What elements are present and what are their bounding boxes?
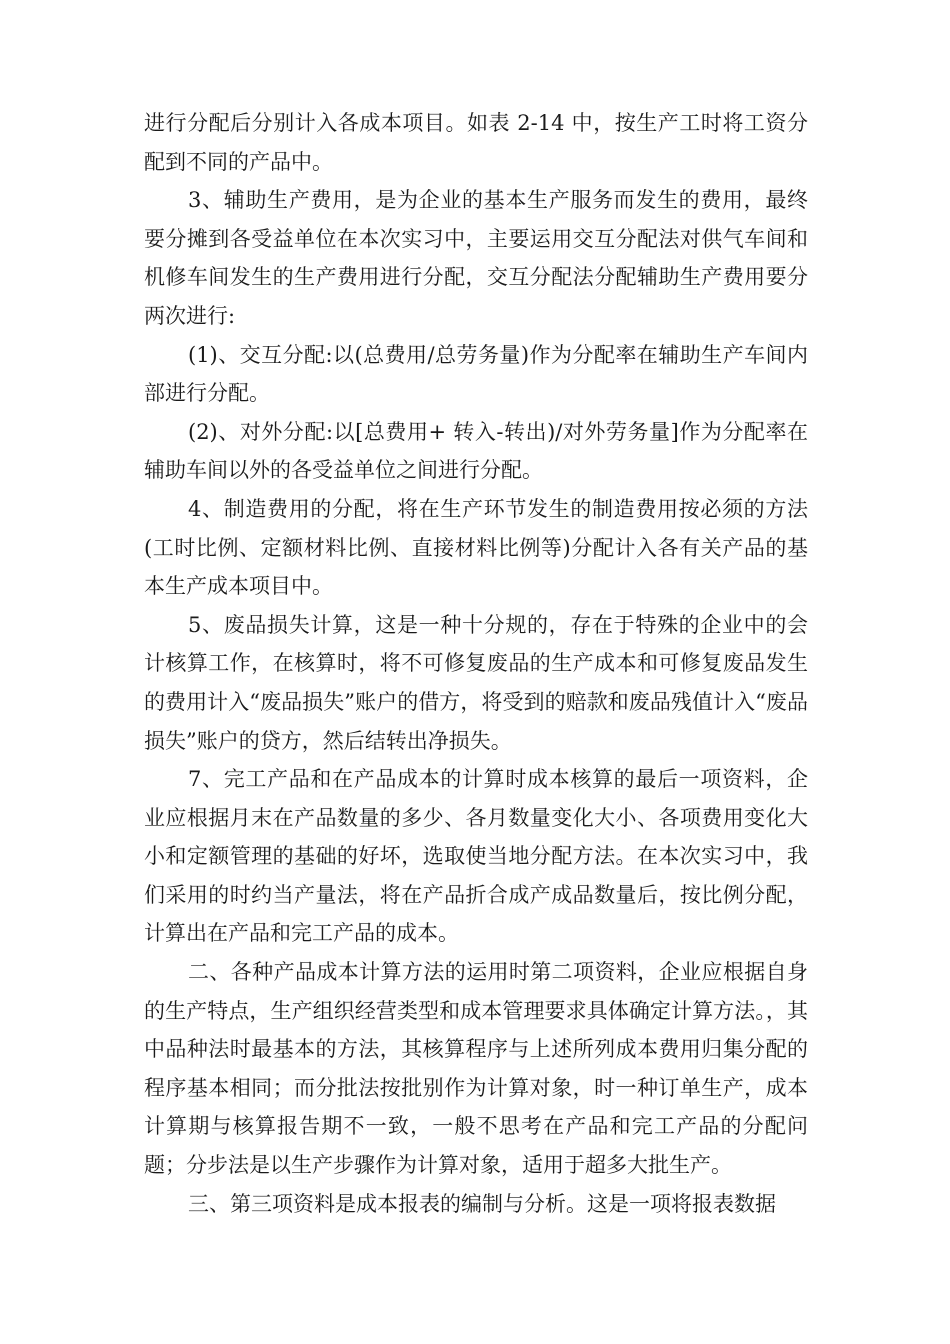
paragraph-cost-reports: 三、第三项资料是成本报表的编制与分析。这是一项将报表数据 (188, 1191, 776, 1216)
paragraph-finished-products: 7、完工产品和在产品成本的计算时成本核算的最后一项资料，企业应根据月末在产品数量的多少、各月数量变化大小、各项费用变化大小和定额管理的基础的好坏，选取使当地分配方法。在本次实习中，我们采用的时约当产量法，将在产品折合成产成品数量后，按比例分配，计算出在产品和完工产品的成本。 (144, 767, 808, 946)
document-page (144, 104, 808, 1223)
paragraph-external-allocation: (2)、对外分配:以[总费用+ 转入-转出)/对外劳务量]作为分配率在辅助车间以外的各受益单位之间进行分配。 (144, 419, 808, 483)
paragraph-costing-methods: 二、各种产品成本计算方法的运用时第二项资料，企业应根据自身的生产特点，生产组织经营类型和成本管理要求具体确定计算方法。，其中品种法时最基本的方法，其核算程序与上述所列成本费用归集分配的程序基本相同；而分批法按批别作为计算对象，时一种订单生产，成本计算期与核算报告期不一致，一般不思考在产品和完工产品的分配问题；分步法是以生产步骤作为计算对象，适用于超多大批生产。 (144, 960, 808, 1178)
paragraph-auxiliary-costs: 3、辅助生产费用，是为企业的基本生产服务而发生的费用，最终要分摊到各受益单位在本次实习中，主要运用交互分配法对供气车间和机修车间发生的生产费用进行分配，交互分配法分配辅助生产费用要分两次进行: (144, 188, 808, 328)
paragraph-scrap-loss: 5、废品损失计算，这是一种十分规的，存在于特殊的企业中的会计核算工作，在核算时，将不可修复废品的生产成本和可修复废品发生的费用计入“废品损失”账户的借方，将受到的赔款和废品残值计入“废品损失”账户的贷方，然后结转出净损失。 (144, 612, 808, 753)
paragraph-manufacturing-overhead: 4、制造费用的分配，将在生产环节发生的制造费用按必须的方法(工时比例、定额材料比例、直接材料比例等)分配计入各有关产品的基本生产成本项目中。 (144, 496, 808, 599)
paragraph-continuation: 进行分配后分别计入各成本项目。如表 2-14 中，按生产工时将工资分配到不同的产品中。 (144, 111, 808, 174)
paragraph-interactive-allocation: (1)、交互分配:以(总费用/总劳务量)作为分配率在辅助生产车间内部进行分配。 (144, 342, 808, 406)
